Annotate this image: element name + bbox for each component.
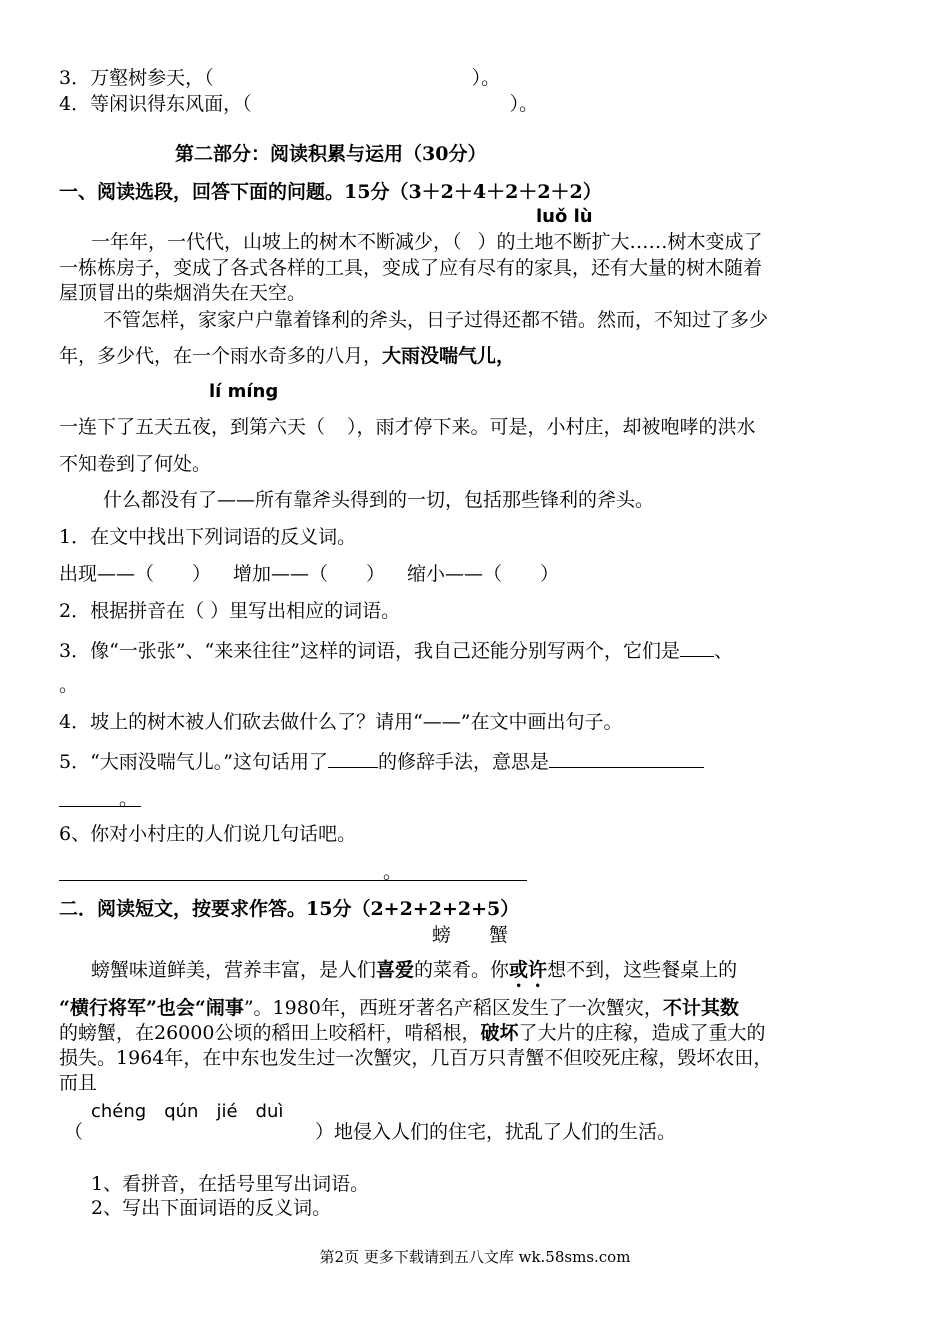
q5-cont-underline [59, 806, 141, 807]
s2-p2-q1: “ [59, 997, 70, 1019]
part2-title: 第二部分：阅读积累与运用（30分） [175, 143, 487, 165]
s1-q5-end: 。 [119, 788, 139, 810]
s2-p5-line: 而且 [59, 1072, 98, 1094]
s1-p2-line2 [59, 344, 515, 368]
s2-p6-line [64, 1120, 676, 1144]
s1-q5-a: 5．“大雨没喘气儿。”这句话用了 [59, 751, 329, 773]
s2-pinyin: chéng qún jié duì [91, 1101, 284, 1122]
s2-p2-bold1: 横行将军 [69, 997, 146, 1019]
q5-rhetoric-blank[interactable] [328, 747, 378, 768]
pinyin-liming: lí míng [209, 381, 279, 402]
s1-q1: 1．在文中找出下列词语的反义词。 [59, 526, 357, 548]
s1-p1-a: 一年年，一代代，山坡上的树木不断减少，（ [91, 231, 462, 253]
s2-p2-bold3: 不计其数 [662, 997, 739, 1019]
poem-line-3-text: 3．万壑树参天，（ [59, 67, 214, 89]
section2-heading: 二．阅读短文，按要求作答。15分（2+2+2+2+5） [59, 898, 520, 920]
s1-q3-end: 、 [713, 640, 733, 662]
poem-line-4-text: 4．等闲识得东风面，（ [59, 93, 252, 115]
s2-p1-bold1: 喜爱 [376, 959, 415, 981]
s1-p3-line1 [59, 415, 756, 439]
q5-cont-blank[interactable] [59, 785, 119, 805]
q1-item-shrink: 缩小——（ ） [407, 563, 560, 585]
s1-q4: 4．坡上的树木被人们砍去做什么了？请用“——”在文中画出句子。 [59, 711, 623, 733]
s2-q2: 2、写出下面词语的反义词。 [91, 1197, 332, 1219]
s2-p2-q2: ”也会“ [145, 997, 206, 1019]
section1-heading: 一、阅读选段，回答下面的问题。15分（3＋2＋4＋2＋2＋2） [59, 181, 602, 203]
q5-meaning-blank[interactable] [549, 747, 704, 768]
s2-p2-line [59, 996, 739, 1020]
s2-p3-bold: 破坏 [480, 1022, 519, 1044]
s2-p6-b: ）地侵入人们的住宅，扰乱了人们的生活。 [315, 1121, 677, 1143]
s2-q1: 1、看拼音，在括号里写出词语。 [91, 1173, 370, 1195]
q1-item-increase: 增加——（ ） [233, 563, 386, 585]
s1-q5 [59, 747, 704, 774]
page-footer: 第2页 更多下载请到五八文库 wk.58sms.com [319, 1248, 631, 1266]
s1-q2: 2．根据拼音在（ ）里写出相应的词语。 [59, 600, 401, 622]
s1-p3-b: ），雨才停下来。可是，小村庄，却被咆哮的洪水 [347, 416, 756, 438]
s2-p3-b: 了大片的庄稼，造成了重大的 [518, 1022, 766, 1044]
s1-p2-b: 年，多少代，在一个雨水奇多的八月， [59, 345, 383, 367]
q1-item-appear: 出现——（ ） [59, 563, 212, 585]
s1-p3-line2: 不知卷到了何处。 [59, 453, 212, 475]
s1-p2-line1: 不管怎样，家家户户靠着锋利的斧头，日子过得还都不错。然而，不知过了多少 [103, 309, 769, 331]
s1-q6: 6、你对小村庄的人们说几句话吧。 [59, 823, 357, 845]
poem-line-3 [59, 66, 500, 90]
poem-line-4-end: ）。 [509, 93, 539, 115]
s2-p4-line: 损失。1964年，在中东也发生过一次蟹灾，几百万只青蟹不但咬死庄稼，毁坏农田， [59, 1047, 773, 1069]
s2-p3-a: 的螃蟹，在26000公顷的稻田上咬稻杆，啃稻根， [59, 1022, 481, 1044]
s2-p1-bold2: 或许 [509, 959, 548, 981]
s1-q3-cont: 。 [59, 674, 79, 696]
s1-p3-a: 一连下了五天五夜，到第六天（ [59, 416, 326, 438]
s2-title: 螃 蟹 [432, 924, 509, 946]
s1-p1-line3: 屋顶冒出的柴烟消失在天空。 [59, 282, 307, 304]
s1-p2-bold: 大雨没喘气儿， [382, 345, 516, 367]
s1-q3 [59, 636, 733, 663]
poem-line-3-end: ）。 [471, 67, 501, 89]
s2-p2-a: ”。1980年，西班牙著名产稻区发生了一次蟹灾， [243, 997, 663, 1019]
s1-p4: 什么都没有了——所有靠斧头得到的一切，包括那些锋利的斧头。 [103, 489, 655, 511]
s1-q1-items [59, 562, 559, 586]
s2-p2-bold2: 闹事 [205, 997, 244, 1019]
s1-q5-b: 的修辞手法，意思是 [378, 751, 550, 773]
s2-p1-c: 想不到，这些餐桌上的 [547, 959, 738, 981]
s2-p1-a: 螃蟹味道鲜美，营养丰富，是人们 [91, 959, 377, 981]
s2-p3-line [59, 1021, 765, 1045]
poem-line-4 [59, 92, 538, 116]
s2-p1-b: 的菜肴。你 [414, 959, 510, 981]
s1-q3-text: 3．像“一张张”、“来来往往”这样的词语，我自己还能分别写两个，它们是 [59, 640, 680, 662]
s1-q5-cont [59, 785, 138, 811]
s2-p1-line1 [91, 958, 737, 992]
s1-p1-line2: 一栋栋房子，变成了各式各样的工具，变成了应有尽有的家具，还有大量的树木随着 [59, 257, 763, 279]
s2-p6-a: （ [64, 1121, 84, 1143]
s1-p1-b: ）的土地不断扩大……树木变成了 [477, 231, 763, 253]
q6-answer-line[interactable] [59, 880, 527, 881]
pinyin-luolu: luǒ lù [536, 206, 593, 227]
s1-p1-line1 [91, 230, 763, 254]
q3-blank[interactable] [680, 636, 714, 657]
s1-q6-end: 。 [383, 861, 403, 883]
